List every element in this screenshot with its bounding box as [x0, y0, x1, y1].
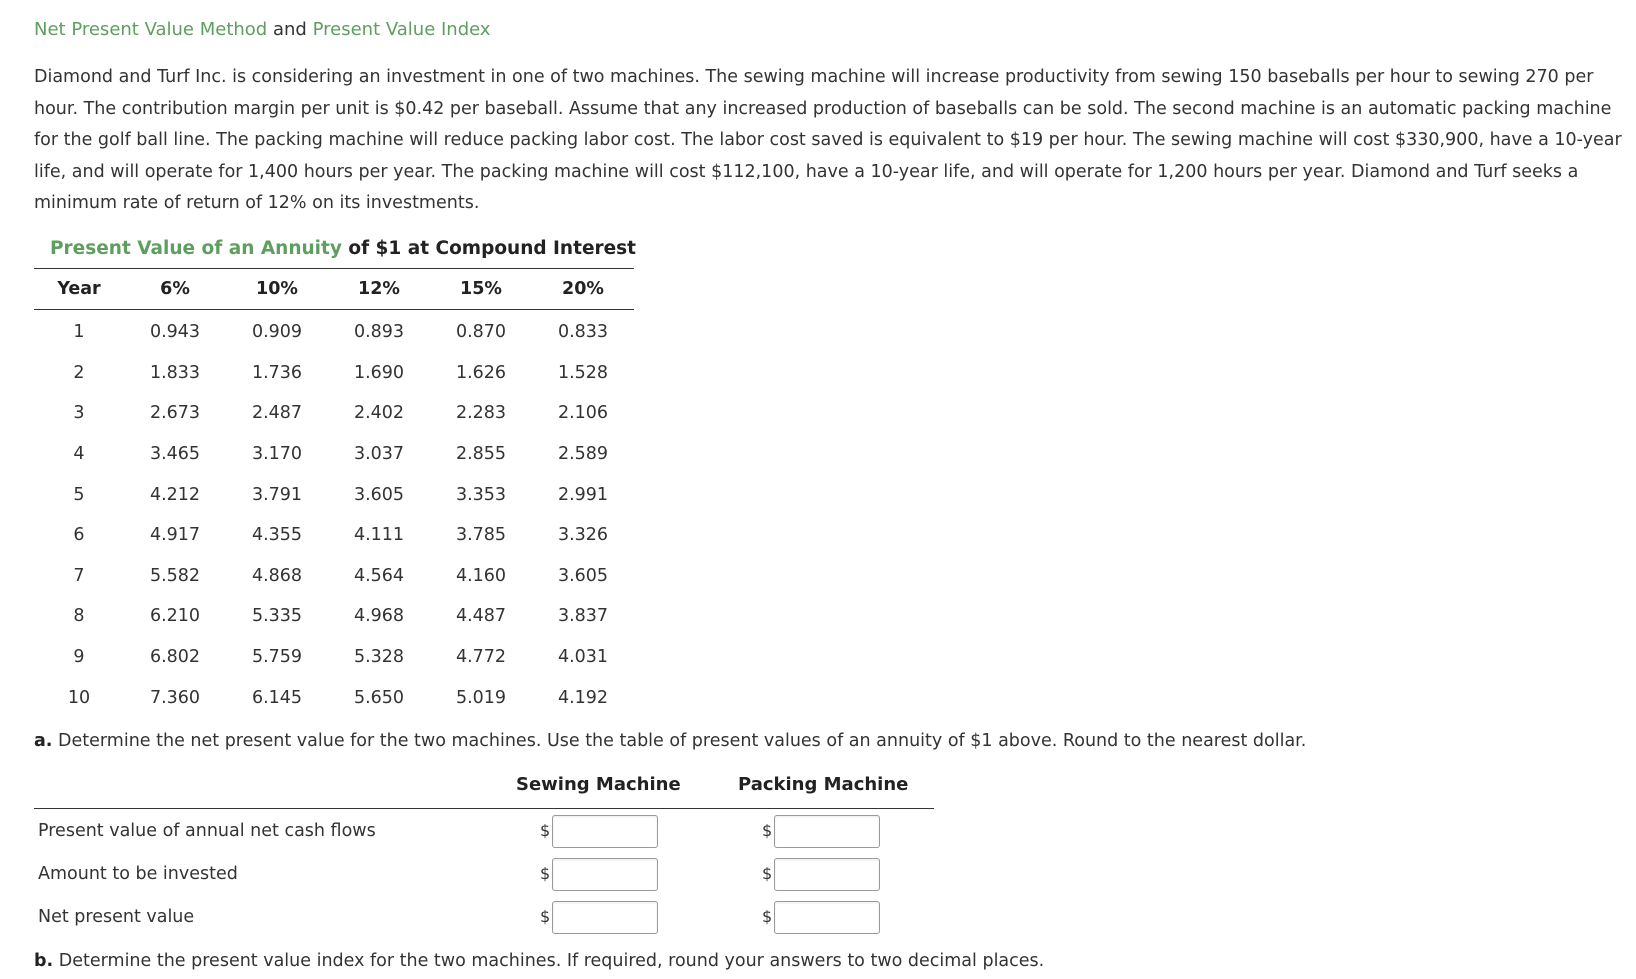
header-15pct: 15% — [430, 269, 532, 310]
year-cell: 3 — [73, 403, 85, 424]
question-b — [34, 948, 1044, 974]
table-cell: 0.893 — [353, 322, 405, 343]
table-cell: 4.355 — [251, 525, 303, 546]
table-cell: 2.283 — [455, 403, 507, 424]
table-cell: 4.031 — [557, 647, 609, 668]
table-cell: 1.736 — [251, 362, 303, 383]
packing-machine-header: Packing Machine — [738, 774, 909, 795]
table-cell: 2.855 — [455, 444, 507, 465]
header-12pct: 12% — [328, 269, 430, 310]
table-row — [34, 515, 634, 556]
table-cell: 5.328 — [353, 647, 405, 668]
table-cell: 0.870 — [455, 322, 507, 343]
table-cell: 4.564 — [353, 565, 405, 586]
answer-row-amount-invested — [34, 853, 934, 896]
year-cell: 7 — [73, 565, 85, 586]
table-cell: 2.991 — [557, 484, 609, 505]
table-row — [34, 353, 634, 394]
dollar-sign: $ — [540, 821, 551, 840]
table-cell: 4.160 — [455, 565, 507, 586]
table-cell: 3.037 — [353, 444, 405, 465]
dollar-sign: $ — [762, 907, 773, 926]
header-10pct: 10% — [226, 269, 328, 310]
packing-npv-input[interactable] — [774, 901, 880, 934]
sewing-npv-input[interactable] — [552, 901, 658, 934]
table-cell: 5.582 — [149, 565, 201, 586]
answer-row-npv — [34, 896, 934, 939]
row-label: Net present value — [38, 907, 195, 927]
sewing-amount-invested-input[interactable] — [552, 858, 658, 891]
table-cell: 2.106 — [557, 403, 609, 424]
year-cell: 4 — [73, 444, 85, 465]
table-row — [34, 310, 634, 353]
table-cell: 3.791 — [251, 484, 303, 505]
table-cell: 4.868 — [251, 565, 303, 586]
dollar-sign: $ — [540, 907, 551, 926]
dollar-sign: $ — [540, 864, 551, 883]
table-cell: 1.626 — [455, 362, 507, 383]
header-year: Year — [34, 269, 124, 310]
year-cell: 6 — [73, 525, 85, 546]
row-label: Present value of annual net cash flows — [38, 821, 376, 841]
header-20pct: 20% — [532, 269, 634, 310]
table-cell: 2.673 — [149, 403, 201, 424]
table-row — [34, 596, 634, 637]
sewing-pv-cash-flows-input[interactable] — [552, 815, 658, 848]
table-cell: 5.650 — [353, 687, 405, 708]
pv-annuity-table-section — [34, 236, 637, 718]
dollar-sign: $ — [762, 821, 773, 840]
question-b-text: Determine the present value index for the two machines. If required, round your answers to two decimal places. — [58, 951, 1045, 971]
table-row — [34, 677, 634, 718]
year-cell: 9 — [73, 647, 85, 668]
npv-method-link[interactable]: Net Present Value Method — [34, 19, 268, 40]
dollar-sign: $ — [762, 864, 773, 883]
year-cell: 10 — [67, 687, 91, 708]
header-6pct: 6% — [124, 269, 226, 310]
pv-table-caption — [34, 236, 637, 262]
table-cell: 4.968 — [353, 606, 405, 627]
table-cell: 2.589 — [557, 444, 609, 465]
table-cell: 2.402 — [353, 403, 405, 424]
table-row — [34, 556, 634, 597]
table-cell: 3.837 — [557, 606, 609, 627]
table-cell: 3.605 — [353, 484, 405, 505]
table-cell: 6.145 — [251, 687, 303, 708]
table-cell: 7.360 — [149, 687, 201, 708]
packing-pv-cash-flows-input[interactable] — [774, 815, 880, 848]
table-cell: 3.465 — [149, 444, 201, 465]
table-row — [34, 474, 634, 515]
table-cell: 3.326 — [557, 525, 609, 546]
table-cell: 3.605 — [557, 565, 609, 586]
row-label: Amount to be invested — [38, 864, 238, 884]
table-cell: 5.019 — [455, 687, 507, 708]
table-cell: 4.917 — [149, 525, 201, 546]
table-cell: 0.943 — [149, 322, 201, 343]
title-connector: and — [272, 19, 307, 40]
packing-amount-invested-input[interactable] — [774, 858, 880, 891]
year-cell: 5 — [73, 484, 85, 505]
table-cell: 5.759 — [251, 647, 303, 668]
problem-title — [34, 17, 491, 43]
table-cell: 3.353 — [455, 484, 507, 505]
table-cell: 4.192 — [557, 687, 609, 708]
table-cell: 1.528 — [557, 362, 609, 383]
pv-annuity-table — [34, 268, 634, 718]
pv-index-link[interactable]: Present Value Index — [312, 19, 491, 40]
table-cell: 3.785 — [455, 525, 507, 546]
question-a — [34, 728, 1306, 754]
table-cell: 4.487 — [455, 606, 507, 627]
table-cell: 1.833 — [149, 362, 201, 383]
table-cell: 6.802 — [149, 647, 201, 668]
pv-caption-rest: of $1 at Compound Interest — [348, 238, 637, 259]
answer-row-pv-cash-flows — [34, 810, 934, 853]
pv-table-header-row — [34, 269, 634, 310]
table-cell: 4.212 — [149, 484, 201, 505]
table-cell: 3.170 — [251, 444, 303, 465]
question-a-label: a. — [34, 731, 53, 751]
table-row — [34, 434, 634, 475]
table-cell: 0.833 — [557, 322, 609, 343]
answer-table-header — [34, 772, 934, 809]
table-cell: 5.335 — [251, 606, 303, 627]
year-cell: 2 — [73, 362, 85, 383]
table-cell: 4.772 — [455, 647, 507, 668]
pv-annuity-link[interactable]: Present Value of an Annuity — [50, 238, 342, 259]
table-row — [34, 637, 634, 678]
question-b-label: b. — [34, 951, 54, 971]
table-cell: 2.487 — [251, 403, 303, 424]
question-a-text: Determine the net present value for the two machines. Use the table of present values of an annuity of $1 above. Round to the nearest dollar. — [58, 731, 1307, 751]
problem-description: Diamond and Turf Inc. is considering an investment in one of two machines. The sewing machine will increase productivity from sewing 150 baseballs per hour to sewing 270 per hour. The contribution margin per unit is $0.42 per baseball. Assume that any increased production of baseballs can be sold. The second machine is an automatic packing machine for the golf ball line. The packing machine will reduce packing labor cost. The labor cost saved is equivalent to $19 per hour. The sewing machine will cost $330,900, have a 10-year life, and will operate for 1,400 hours per year. The packing machine will cost $112,100, have a 10-year life, and will operate for 1,200 hours per year. Diamond and Turf seeks a minimum rate of return of 12% on its investments. — [34, 67, 1622, 213]
year-cell: 8 — [73, 606, 85, 627]
sewing-machine-header: Sewing Machine — [516, 774, 681, 795]
table-cell: 4.111 — [353, 525, 405, 546]
year-cell: 1 — [73, 322, 85, 343]
table-cell: 6.210 — [149, 606, 201, 627]
table-cell: 1.690 — [353, 362, 405, 383]
table-cell: 0.909 — [251, 322, 303, 343]
table-row — [34, 393, 634, 434]
